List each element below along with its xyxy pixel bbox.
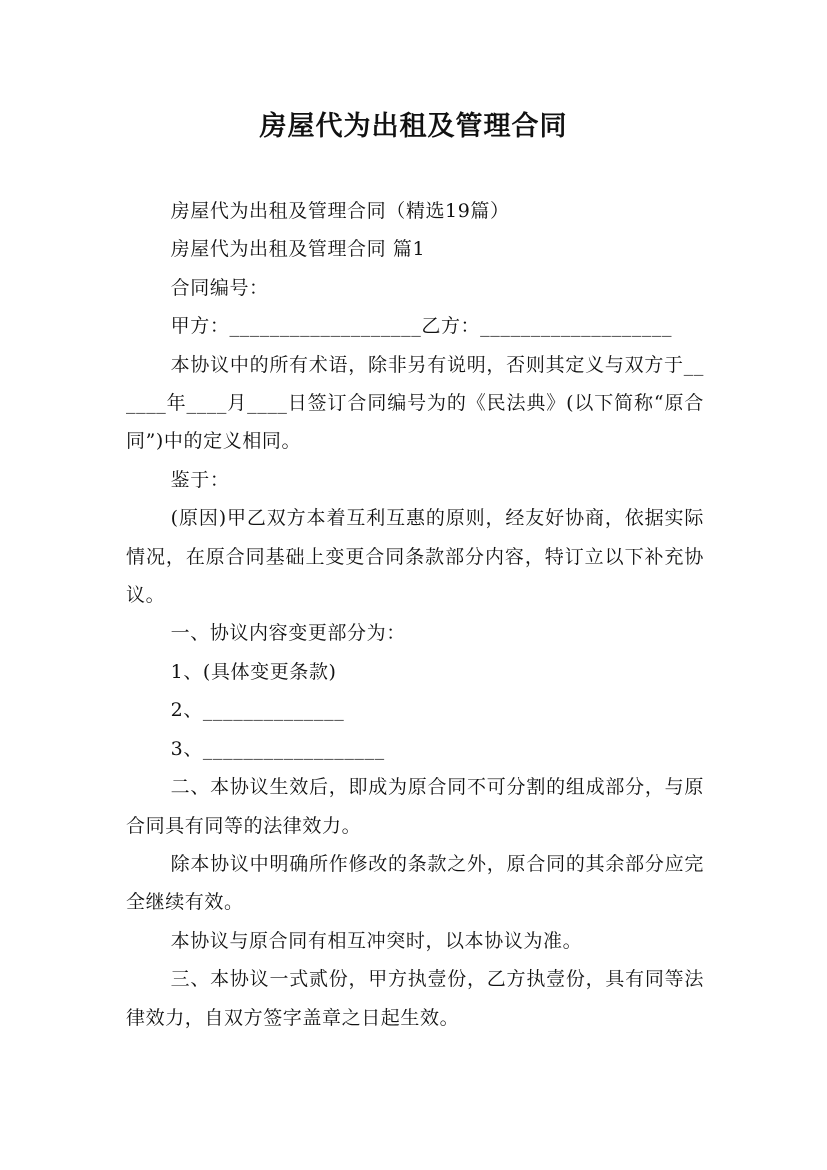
paragraph-clause-2: 二、本协议生效后，即成为原合同不可分割的组成部分，与原合同具有同等的法律效力。: [126, 776, 704, 837]
paragraph-subtitle: 房屋代为出租及管理合同（精选19篇）: [170, 200, 510, 222]
paragraph-item-1: 1、(具体变更条款): [170, 660, 337, 683]
paragraph-clause-1: 一、协议内容变更部分为：: [170, 622, 406, 645]
paragraph-parties: 甲方：___________________乙方：___________________: [170, 315, 673, 338]
paragraph-reason: (原因)甲乙双方本着互利互惠的原则，经友好协商，依据实际情况，在原合同基础上变更合同条款部分内容，特订立以下补充协议。: [126, 507, 704, 607]
paragraph-remaining-valid: 除本协议中明确所作修改的条款之外，原合同的其余部分应完全继续有效。: [126, 852, 704, 914]
paragraph-item-3: 3、__________________: [170, 737, 385, 760]
document-body: [126, 192, 704, 1037]
paragraph-terms-definition: 本协议中的所有术语，除非另有说明，否则其定义与双方于______年____月____日签订合同编号为的《民法典》(以下简称“原合同”)中的定义相同。: [126, 353, 704, 453]
document-title: 房屋代为出租及管理合同: [259, 111, 568, 142]
paragraph-section-heading: 房屋代为出租及管理合同 篇1: [170, 238, 426, 261]
paragraph-conflict-rule: 本协议与原合同有相互冲突时，以本协议为准。: [170, 929, 583, 952]
paragraph-whereas: 鉴于：: [170, 468, 230, 491]
paragraph-contract-number: 合同编号：: [170, 276, 269, 299]
paragraph-clause-3: 三、本协议一式贰份，甲方执壹份，乙方执壹份，具有同等法律效力，自双方签字盖章之日起生效。: [126, 968, 704, 1029]
paragraph-item-2: 2、______________: [170, 699, 345, 722]
